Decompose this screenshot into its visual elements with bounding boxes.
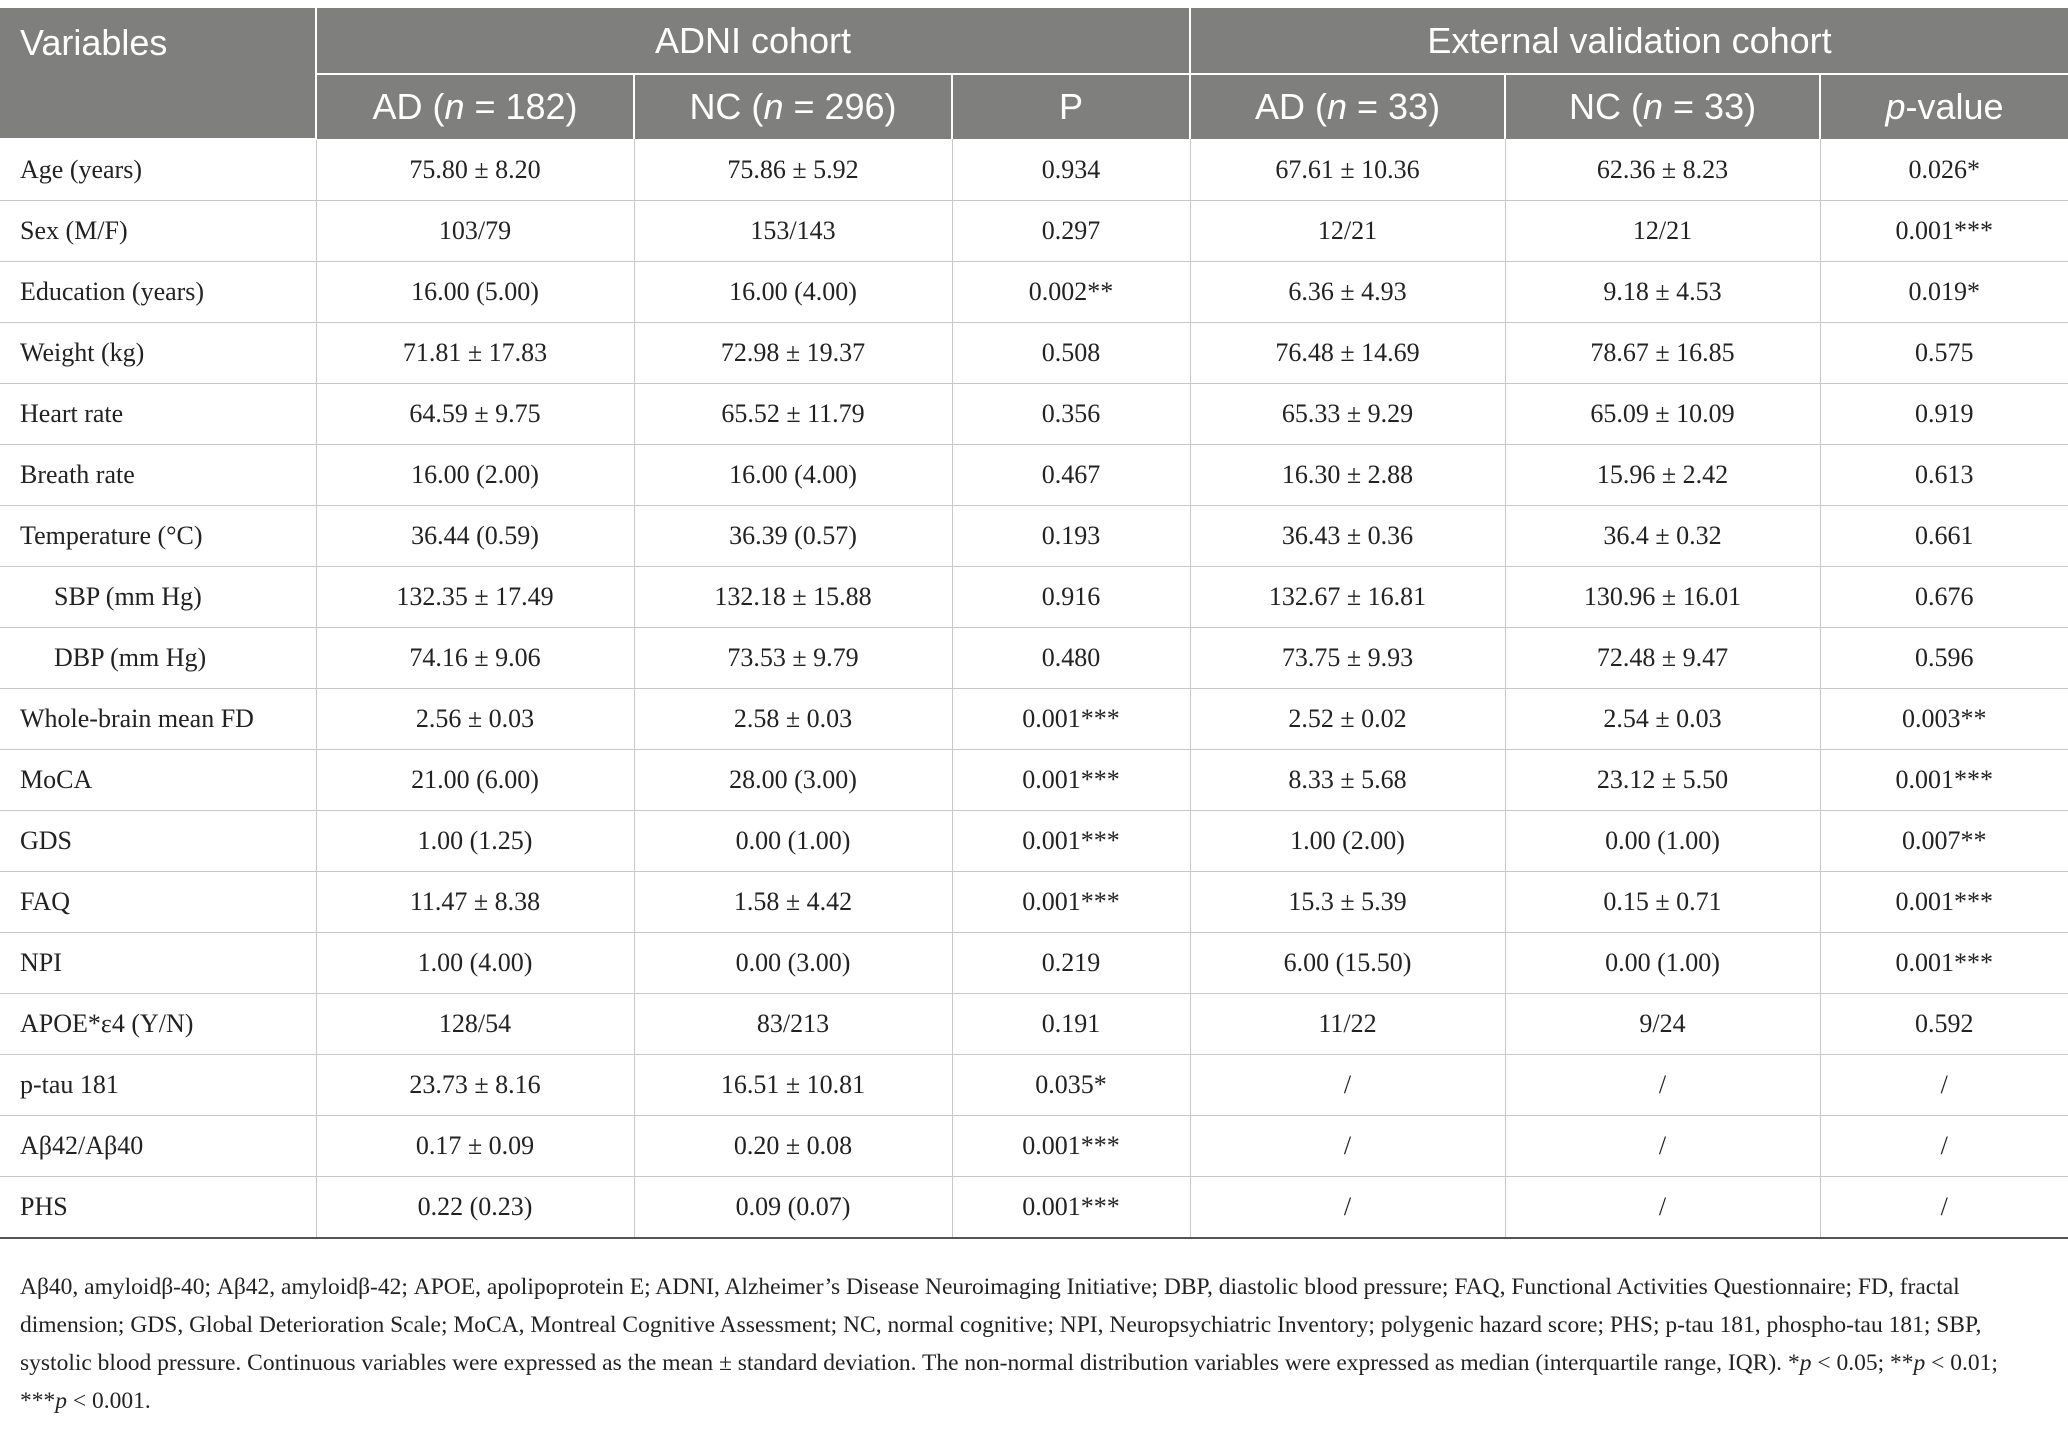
- cell-p-value: 0.007**: [1820, 811, 2068, 872]
- cell-p: 0.035*: [952, 1055, 1190, 1116]
- cell-nc-external: 2.54 ± 0.03: [1505, 689, 1820, 750]
- cell-nc-external: 15.96 ± 2.42: [1505, 445, 1820, 506]
- cell-ad-adni: 1.00 (4.00): [316, 933, 634, 994]
- cell-ad-external: 132.67 ± 16.81: [1190, 567, 1505, 628]
- cell-ad-external: 15.3 ± 5.39: [1190, 872, 1505, 933]
- cell-p: 0.916: [952, 567, 1190, 628]
- cell-ad-external: 1.00 (2.00): [1190, 811, 1505, 872]
- cell-nc-external: 9.18 ± 4.53: [1505, 262, 1820, 323]
- table-row: [0, 201, 2068, 262]
- cell-ad-adni: 128/54: [316, 994, 634, 1055]
- cell-p-value: 0.575: [1820, 323, 2068, 384]
- cell-p-value: 0.001***: [1820, 933, 2068, 994]
- cell-p-value: 0.001***: [1820, 201, 2068, 262]
- row-label: p-tau 181: [0, 1055, 316, 1116]
- header-nc-external: NC (n = 33): [1505, 74, 1820, 139]
- table-row: [0, 445, 2068, 506]
- cell-p: 0.356: [952, 384, 1190, 445]
- cell-p-value: 0.019*: [1820, 262, 2068, 323]
- cell-ad-adni: 36.44 (0.59): [316, 506, 634, 567]
- footnote-abbreviations: Aβ40, amyloidβ-40; Aβ42, amyloidβ-42; APOE, apolipoprotein E; ADNI, Alzheimer’s Disease Neuroimaging Initiative; DBP, diastolic blood pressure; FAQ, Functional Activities Questionnaire; FD, fractal dimension; GDS, Global Deterioration Scale; MoCA, Montreal Cognitive Assessment; NC, normal cognitive; NPI, Neuropsychiatric Inventory; polygenic hazard score; PHS; p-tau 181, phospho-tau 181; SBP, systolic blood pressure. Continuous variables were expressed as the mean ± standard deviation. The non-normal distribution variables were expressed as median (interquartile range, IQR).: [20, 1274, 1982, 1376]
- cell-p: 0.480: [952, 628, 1190, 689]
- cell-nc-external: 0.00 (1.00): [1505, 811, 1820, 872]
- cell-p: 0.219: [952, 933, 1190, 994]
- cell-ad-adni: 71.81 ± 17.83: [316, 323, 634, 384]
- cell-nc-adni: 16.00 (4.00): [634, 262, 952, 323]
- cell-nc-external: /: [1505, 1116, 1820, 1177]
- row-label: Heart rate: [0, 384, 316, 445]
- cell-p-value: 0.596: [1820, 628, 2068, 689]
- cell-nc-external: 65.09 ± 10.09: [1505, 384, 1820, 445]
- row-label: GDS: [0, 811, 316, 872]
- table-footnote: [20, 1268, 2040, 1420]
- cell-nc-external: /: [1505, 1177, 1820, 1239]
- row-label: Education (years): [0, 262, 316, 323]
- table-row: [0, 1177, 2068, 1239]
- cell-nc-adni: 16.51 ± 10.81: [634, 1055, 952, 1116]
- table-row: [0, 872, 2068, 933]
- cell-nc-adni: 73.53 ± 9.79: [634, 628, 952, 689]
- cell-p-value: 0.001***: [1820, 872, 2068, 933]
- cell-p-value: 0.003**: [1820, 689, 2068, 750]
- cell-nc-adni: 0.20 ± 0.08: [634, 1116, 952, 1177]
- cell-ad-adni: 2.56 ± 0.03: [316, 689, 634, 750]
- cell-nc-external: 78.67 ± 16.85: [1505, 323, 1820, 384]
- cell-nc-external: 0.15 ± 0.71: [1505, 872, 1820, 933]
- footnote-text: Aβ40, amyloidβ-40; Aβ42, amyloidβ-42; APOE, apolipoprotein E; ADNI, Alzheimer’s Disease Neuroimaging Initiative; DBP, diastolic blood pressure; FAQ, Functional Activities Questionnaire; FD, fractal dimension; GDS, Global Deterioration Scale; MoCA, Montreal Cognitive Assessment; NC, normal cognitive; NPI, Neuropsychiatric Inventory; polygenic hazard score; PHS; p-tau 181, phospho-tau 181; SBP, systolic blood pressure. Continuous variables were expressed as the mean ± standard deviation. The non-normal distribution variables were expressed as median (interquartile range, IQR). *p < 0.05; **p < 0.01; ***p < 0.001.: [20, 1274, 1998, 1414]
- cell-nc-external: /: [1505, 1055, 1820, 1116]
- cell-p: 0.934: [952, 139, 1190, 201]
- cell-p-value: 0.661: [1820, 506, 2068, 567]
- header-p-value: p-value: [1820, 74, 2068, 139]
- cell-nc-adni: 1.58 ± 4.42: [634, 872, 952, 933]
- table-row: [0, 750, 2068, 811]
- table-row: [0, 933, 2068, 994]
- cell-p-value: 0.592: [1820, 994, 2068, 1055]
- table-row: [0, 323, 2068, 384]
- cell-ad-external: 11/22: [1190, 994, 1505, 1055]
- cell-nc-external: 9/24: [1505, 994, 1820, 1055]
- cell-ad-adni: 1.00 (1.25): [316, 811, 634, 872]
- row-label: DBP (mm Hg): [0, 628, 316, 689]
- cell-ad-adni: 75.80 ± 8.20: [316, 139, 634, 201]
- cell-p: 0.297: [952, 201, 1190, 262]
- table-row: [0, 506, 2068, 567]
- header-ad-adni: AD (n = 182): [316, 74, 634, 139]
- cell-ad-adni: 0.17 ± 0.09: [316, 1116, 634, 1177]
- header-ad-external: AD (n = 33): [1190, 74, 1505, 139]
- cell-ad-adni: 103/79: [316, 201, 634, 262]
- table-row: [0, 811, 2068, 872]
- header-external-cohort: External validation cohort: [1190, 8, 2068, 74]
- header-variables: Variables: [0, 8, 316, 139]
- cell-ad-adni: 132.35 ± 17.49: [316, 567, 634, 628]
- row-label: Breath rate: [0, 445, 316, 506]
- cell-nc-external: 36.4 ± 0.32: [1505, 506, 1820, 567]
- cell-nc-external: 72.48 ± 9.47: [1505, 628, 1820, 689]
- cell-nc-adni: 65.52 ± 11.79: [634, 384, 952, 445]
- table-header: [0, 8, 2068, 139]
- cell-ad-external: 36.43 ± 0.36: [1190, 506, 1505, 567]
- cell-nc-adni: 16.00 (4.00): [634, 445, 952, 506]
- cell-ad-external: 6.36 ± 4.93: [1190, 262, 1505, 323]
- cell-nc-adni: 72.98 ± 19.37: [634, 323, 952, 384]
- cell-p-value: /: [1820, 1116, 2068, 1177]
- cell-p: 0.001***: [952, 811, 1190, 872]
- cell-nc-adni: 2.58 ± 0.03: [634, 689, 952, 750]
- cell-p: 0.001***: [952, 750, 1190, 811]
- cell-ad-external: 16.30 ± 2.88: [1190, 445, 1505, 506]
- cell-p: 0.002**: [952, 262, 1190, 323]
- cell-ad-adni: 16.00 (5.00): [316, 262, 634, 323]
- table-row: [0, 1055, 2068, 1116]
- cell-nc-adni: 0.09 (0.07): [634, 1177, 952, 1239]
- cell-nc-external: 23.12 ± 5.50: [1505, 750, 1820, 811]
- row-label: Age (years): [0, 139, 316, 201]
- cell-p-value: 0.001***: [1820, 750, 2068, 811]
- header-p: P: [952, 74, 1190, 139]
- cell-p: 0.001***: [952, 1177, 1190, 1239]
- cell-nc-external: 62.36 ± 8.23: [1505, 139, 1820, 201]
- cell-p-value: 0.919: [1820, 384, 2068, 445]
- cell-ad-external: /: [1190, 1177, 1505, 1239]
- cell-p-value: /: [1820, 1055, 2068, 1116]
- header-row-groups: [0, 8, 2068, 74]
- cell-nc-external: 130.96 ± 16.01: [1505, 567, 1820, 628]
- cell-nc-adni: 132.18 ± 15.88: [634, 567, 952, 628]
- table-row: [0, 689, 2068, 750]
- cell-ad-external: 6.00 (15.50): [1190, 933, 1505, 994]
- row-label: Weight (kg): [0, 323, 316, 384]
- table-row: [0, 994, 2068, 1055]
- cell-ad-adni: 74.16 ± 9.06: [316, 628, 634, 689]
- cell-ad-adni: 23.73 ± 8.16: [316, 1055, 634, 1116]
- table-row: [0, 628, 2068, 689]
- cell-p: 0.508: [952, 323, 1190, 384]
- row-label: MoCA: [0, 750, 316, 811]
- cell-p: 0.001***: [952, 1116, 1190, 1177]
- cell-p: 0.001***: [952, 689, 1190, 750]
- cell-nc-adni: 28.00 (3.00): [634, 750, 952, 811]
- row-label: Aβ42/Aβ40: [0, 1116, 316, 1177]
- cell-ad-external: 67.61 ± 10.36: [1190, 139, 1505, 201]
- cell-ad-external: 8.33 ± 5.68: [1190, 750, 1505, 811]
- cell-ad-adni: 11.47 ± 8.38: [316, 872, 634, 933]
- cell-nc-adni: 83/213: [634, 994, 952, 1055]
- cell-ad-external: 73.75 ± 9.93: [1190, 628, 1505, 689]
- cell-ad-adni: 16.00 (2.00): [316, 445, 634, 506]
- cell-nc-external: 12/21: [1505, 201, 1820, 262]
- row-label: Whole-brain mean FD: [0, 689, 316, 750]
- cell-p: 0.191: [952, 994, 1190, 1055]
- row-label: NPI: [0, 933, 316, 994]
- cell-ad-adni: 64.59 ± 9.75: [316, 384, 634, 445]
- cell-ad-external: 2.52 ± 0.02: [1190, 689, 1505, 750]
- cell-p: 0.467: [952, 445, 1190, 506]
- header-adni-cohort: ADNI cohort: [316, 8, 1190, 74]
- cell-ad-adni: 21.00 (6.00): [316, 750, 634, 811]
- cell-ad-external: 65.33 ± 9.29: [1190, 384, 1505, 445]
- table-row: [0, 139, 2068, 201]
- table-row: [0, 384, 2068, 445]
- cell-ad-external: 76.48 ± 14.69: [1190, 323, 1505, 384]
- cell-nc-adni: 0.00 (3.00): [634, 933, 952, 994]
- cell-nc-adni: 153/143: [634, 201, 952, 262]
- cell-p-value: /: [1820, 1177, 2068, 1239]
- cell-nc-external: 0.00 (1.00): [1505, 933, 1820, 994]
- table-row: [0, 262, 2068, 323]
- cell-ad-external: 12/21: [1190, 201, 1505, 262]
- cell-ad-external: /: [1190, 1055, 1505, 1116]
- table-row: [0, 567, 2068, 628]
- row-label: PHS: [0, 1177, 316, 1239]
- table-body: [0, 139, 2068, 1238]
- cell-nc-adni: 0.00 (1.00): [634, 811, 952, 872]
- cell-p: 0.001***: [952, 872, 1190, 933]
- header-nc-adni: NC (n = 296): [634, 74, 952, 139]
- cell-p: 0.193: [952, 506, 1190, 567]
- row-label: SBP (mm Hg): [0, 567, 316, 628]
- row-label: APOE*ε4 (Y/N): [0, 994, 316, 1055]
- row-label: Sex (M/F): [0, 201, 316, 262]
- cell-ad-external: /: [1190, 1116, 1505, 1177]
- cell-nc-adni: 75.86 ± 5.92: [634, 139, 952, 201]
- row-label: Temperature (°C): [0, 506, 316, 567]
- characteristics-table: [0, 8, 2068, 1239]
- cell-nc-adni: 36.39 (0.57): [634, 506, 952, 567]
- table-row: [0, 1116, 2068, 1177]
- cell-p-value: 0.613: [1820, 445, 2068, 506]
- cell-p-value: 0.026*: [1820, 139, 2068, 201]
- cell-p-value: 0.676: [1820, 567, 2068, 628]
- row-label: FAQ: [0, 872, 316, 933]
- cell-ad-adni: 0.22 (0.23): [316, 1177, 634, 1239]
